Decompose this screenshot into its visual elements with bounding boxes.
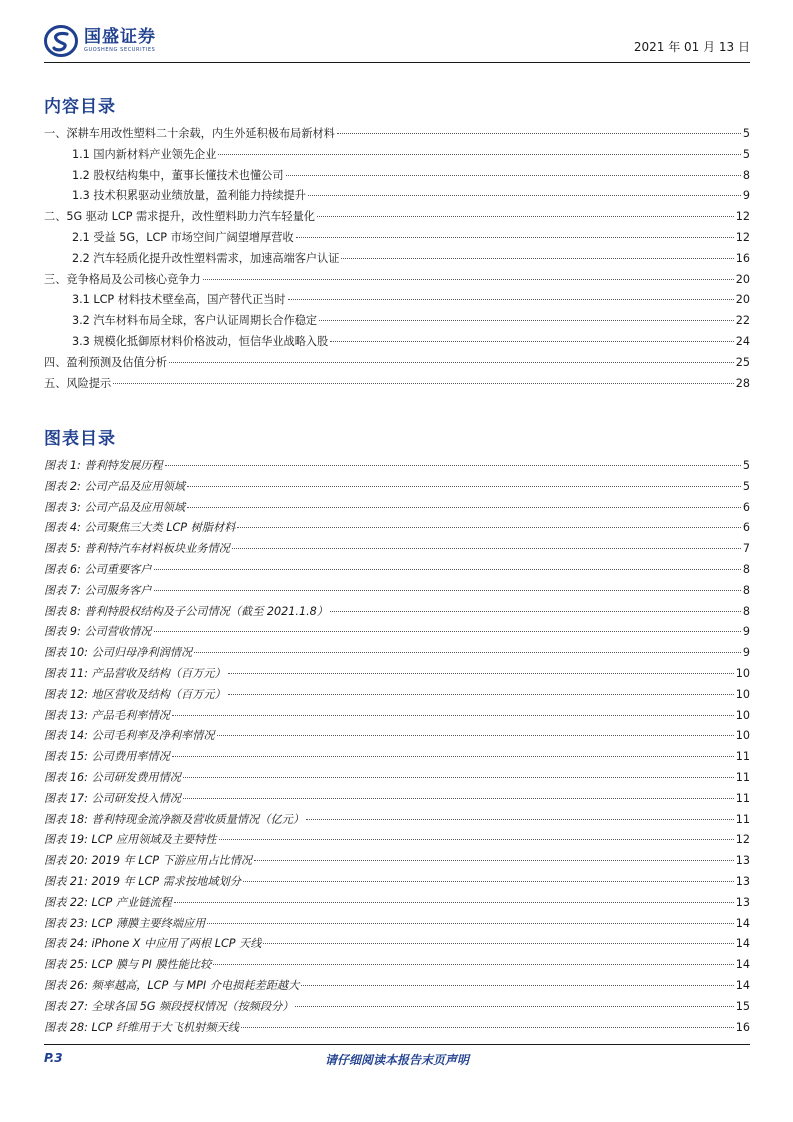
figure-entry[interactable] (44, 477, 750, 498)
toc-entry[interactable] (44, 270, 750, 291)
figure-entry-page: 12 (735, 833, 750, 847)
contents-title: 内容目录 (44, 97, 116, 117)
contents-list (44, 124, 750, 394)
toc-entry-label: 四、盈利预测及估值分析 (44, 355, 168, 369)
figure-entry-page: 10 (735, 729, 750, 743)
figure-entry[interactable] (44, 872, 750, 893)
figure-entry-page: 9 (742, 646, 750, 660)
toc-entry-page: 24 (735, 334, 750, 348)
figure-entry[interactable] (44, 664, 750, 685)
leader-dots (165, 465, 741, 466)
toc-entry[interactable] (44, 124, 750, 145)
toc-entry-page: 22 (735, 314, 750, 328)
logo-chinese-name: 国盛证券 (84, 27, 156, 47)
figure-entry[interactable] (44, 560, 750, 581)
figure-entry-label: 图表 24: iPhone X 中应用了两根 LCP 天线 (44, 937, 262, 951)
toc-entry[interactable] (44, 249, 750, 270)
guosheng-logo-icon (44, 25, 78, 57)
toc-entry-label: 3.1 LCP 材料技术壁垒高，国产替代正当时 (72, 293, 286, 307)
figure-entry[interactable] (44, 830, 750, 851)
figure-entry[interactable] (44, 685, 750, 706)
toc-entry-page: 12 (735, 210, 750, 224)
figure-entry[interactable] (44, 997, 750, 1018)
toc-entry-page: 20 (735, 293, 750, 307)
figure-entry-page: 14 (735, 978, 750, 992)
figure-entry-page: 14 (735, 958, 750, 972)
figure-entry-label: 图表 25: LCP 膜与 PI 膜性能比较 (44, 958, 212, 972)
leader-dots (286, 175, 741, 176)
figure-entry-page: 15 (735, 999, 750, 1013)
figure-entry[interactable] (44, 498, 750, 519)
leader-dots (337, 133, 741, 134)
figure-entry-page: 7 (742, 542, 750, 556)
leader-dots (194, 652, 741, 653)
page-header (44, 24, 750, 63)
toc-entry-label: 1.3 技术积累驱动业绩放量，盈利能力持续提升 (72, 189, 306, 203)
figure-entry-label: 图表 4: 公司聚焦三大类 LCP 树脂材料 (44, 521, 236, 535)
figure-entry-label: 图表 3: 公司产品及应用领域 (44, 500, 186, 514)
figure-entry-label: 图表 26: 频率越高，LCP 与 MPI 介电损耗差距越大 (44, 978, 300, 992)
figure-entry-label: 图表 23: LCP 薄膜主要终端应用 (44, 916, 206, 930)
figure-entry-label: 图表 22: LCP 产业链流程 (44, 895, 172, 909)
leader-dots (113, 383, 734, 384)
leader-dots (217, 735, 734, 736)
figure-entry[interactable] (44, 893, 750, 914)
leader-dots (183, 798, 734, 799)
toc-entry-label: 一、深耕车用改性塑料二十余载，内生外延积极布局新材料 (44, 127, 335, 140)
leader-dots (237, 527, 741, 528)
toc-entry[interactable] (44, 145, 750, 166)
toc-entry-page: 16 (735, 251, 750, 265)
company-logo (44, 24, 156, 58)
leader-dots (243, 881, 734, 882)
figure-entry-page: 11 (735, 750, 750, 764)
leader-dots (207, 923, 733, 924)
toc-entry-label: 1.2 股权结构集中，董事长懂技术也懂公司 (72, 168, 284, 182)
figure-entry[interactable] (44, 789, 750, 810)
figure-entry-page: 14 (735, 937, 750, 951)
figure-entry-label: 图表 12: 地区营收及结构（百万元） (44, 687, 226, 701)
figure-entry-page: 11 (735, 770, 750, 784)
toc-entry-page: 28 (735, 376, 750, 390)
leader-dots (288, 299, 734, 300)
figure-entry-page: 8 (742, 604, 750, 618)
leader-dots (219, 839, 734, 840)
figure-entry[interactable] (44, 643, 750, 664)
toc-entry-page: 12 (735, 230, 750, 244)
leader-dots (154, 569, 741, 570)
figure-entry-label: 图表 20: 2019 年 LCP 下游应用占比情况 (44, 854, 253, 868)
toc-entry-page: 5 (742, 127, 750, 140)
figure-entry-label: 图表 13: 产品毛利率情况 (44, 708, 170, 722)
leader-dots (232, 548, 741, 549)
figure-entry-label: 图表 1: 普利特发展历程 (44, 459, 163, 472)
figure-entry-label: 图表 16: 公司研发费用情况 (44, 770, 181, 784)
figure-entry-label: 图表 10: 公司归母净利润情况 (44, 646, 193, 660)
toc-entry-page: 9 (742, 189, 750, 203)
leader-dots (228, 694, 734, 695)
toc-entry[interactable] (44, 186, 750, 207)
leader-dots (296, 237, 734, 238)
figure-entry[interactable] (44, 914, 750, 935)
figure-entry[interactable] (44, 976, 750, 997)
toc-entry[interactable] (44, 374, 750, 395)
figure-entry[interactable] (44, 851, 750, 872)
toc-entry-label: 五、风险提示 (44, 376, 112, 390)
toc-entry-label: 三、竞争格局及公司核心竞争力 (44, 272, 201, 286)
toc-entry-label: 3.2 汽车材料布局全球，客户认证周期长合作稳定 (72, 314, 318, 328)
figure-entry-page: 13 (735, 895, 750, 909)
figure-entry-label: 图表 28: LCP 纤维用于大飞机射频天线 (44, 1020, 239, 1034)
figure-entry-page: 13 (735, 854, 750, 868)
figure-entry[interactable] (44, 622, 750, 643)
leader-dots (203, 279, 734, 280)
figure-entry[interactable] (44, 539, 750, 560)
page-footer (44, 1044, 750, 1069)
figure-entry-label: 图表 7: 公司服务客户 (44, 583, 152, 597)
figure-entry[interactable] (44, 1018, 750, 1039)
leader-dots (254, 860, 734, 861)
disclaimer-note: 请仔细阅读本报告末页声明 (324, 1053, 469, 1067)
figure-entry-page: 9 (742, 625, 750, 639)
figure-entry[interactable] (44, 581, 750, 602)
figure-entry-page: 5 (742, 479, 750, 493)
leader-dots (301, 985, 733, 986)
figure-entry-label: 图表 2: 公司产品及应用领域 (44, 479, 186, 493)
leader-dots (330, 611, 741, 612)
leader-dots (154, 631, 741, 632)
leader-dots (172, 715, 734, 716)
figure-entry-label: 图表 8: 普利特股权结构及子公司情况（截至 2021.1.8） (44, 604, 328, 618)
toc-entry[interactable] (44, 166, 750, 187)
figure-entry[interactable] (44, 726, 750, 747)
figure-entry[interactable] (44, 518, 750, 539)
toc-entry[interactable] (44, 290, 750, 311)
figure-entry-label: 图表 14: 公司毛利率及净利率情况 (44, 729, 215, 743)
leader-dots (319, 320, 734, 321)
leader-dots (183, 777, 734, 778)
figure-entry-label: 图表 21: 2019 年 LCP 需求按地域划分 (44, 874, 241, 888)
figure-entry[interactable] (44, 602, 750, 623)
toc-entry[interactable] (44, 353, 750, 374)
leader-dots (308, 195, 741, 196)
figure-entry-page: 8 (742, 583, 750, 597)
toc-entry[interactable] (44, 311, 750, 332)
figure-entry-page: 10 (735, 666, 750, 680)
figure-entry[interactable] (44, 810, 750, 831)
leader-dots (306, 819, 734, 820)
leader-dots (330, 341, 733, 342)
toc-entry-page: 8 (742, 168, 750, 182)
figure-entry-label: 图表 11: 产品营收及结构（百万元） (44, 666, 226, 680)
figure-entry[interactable] (44, 456, 750, 477)
leader-dots (228, 673, 734, 674)
toc-entry[interactable] (44, 332, 750, 353)
report-date: 2021 年 01 月 13 日 (633, 40, 750, 54)
figure-entry-label: 图表 19: LCP 应用领域及主要特性 (44, 833, 217, 847)
figure-entry-label: 图表 18: 普利特现金流净额及营收质量情况（亿元） (44, 812, 305, 826)
figure-entry-label: 图表 17: 公司研发投入情况 (44, 791, 181, 805)
leader-dots (174, 902, 734, 903)
toc-entry-page: 5 (742, 147, 750, 161)
figure-entry-page: 11 (735, 791, 750, 805)
figure-entry-page: 11 (735, 812, 750, 826)
leader-dots (317, 216, 734, 217)
logo-english-name: GUOSHENG SECURITIES (84, 47, 156, 53)
figure-entry-page: 10 (735, 687, 750, 701)
leader-dots (169, 362, 734, 363)
toc-entry-label: 二、5G 驱动 LCP 需求提升，改性塑料助力汽车轻量化 (44, 210, 315, 224)
figure-entry[interactable] (44, 934, 750, 955)
figure-entry-label: 图表 5: 普利特汽车材料板块业务情况 (44, 542, 230, 556)
page-number: P.3 (44, 1051, 63, 1065)
toc-entry-label: 2.2 汽车轻质化提升改性塑料需求，加速高端客户认证 (72, 251, 340, 265)
leader-dots (241, 1027, 734, 1028)
figure-entry-page: 8 (742, 562, 750, 576)
figure-entry[interactable] (44, 768, 750, 789)
figure-entry-label: 图表 27: 全球各国 5G 频段授权情况（按频段分） (44, 999, 294, 1013)
toc-entry-label: 1.1 国内新材料产业领先企业 (72, 147, 217, 161)
toc-entry[interactable] (44, 228, 750, 249)
leader-dots (187, 486, 741, 487)
figure-entry[interactable] (44, 747, 750, 768)
leader-dots (213, 964, 733, 965)
figures-title: 图表目录 (44, 429, 116, 449)
figure-entry-label: 图表 15: 公司费用率情况 (44, 750, 170, 764)
leader-dots (154, 590, 741, 591)
leader-dots (187, 507, 741, 508)
figure-entry-page: 13 (735, 874, 750, 888)
figure-entry-label: 图表 6: 公司重要客户 (44, 562, 152, 576)
figure-entry[interactable] (44, 706, 750, 727)
leader-dots (295, 1006, 733, 1007)
figure-entry[interactable] (44, 955, 750, 976)
figure-entry-page: 6 (742, 500, 750, 514)
toc-entry-label: 2.1 受益 5G，LCP 市场空间广阔望增厚营收 (72, 230, 294, 244)
figure-entry-page: 5 (742, 459, 750, 472)
toc-entry-page: 20 (735, 272, 750, 286)
figures-list (44, 456, 750, 1038)
figure-entry-label: 图表 9: 公司营收情况 (44, 625, 152, 639)
leader-dots (341, 258, 733, 259)
leader-dots (218, 154, 740, 155)
toc-entry[interactable] (44, 207, 750, 228)
leader-dots (263, 943, 733, 944)
figure-entry-page: 14 (735, 916, 750, 930)
figure-entry-page: 10 (735, 708, 750, 722)
toc-entry-label: 3.3 规模化抵御原材料价格波动，恒信华业战略入股 (72, 334, 329, 348)
figure-entry-page: 6 (742, 521, 750, 535)
leader-dots (172, 756, 734, 757)
toc-entry-page: 25 (735, 355, 750, 369)
figure-entry-page: 16 (735, 1020, 750, 1034)
